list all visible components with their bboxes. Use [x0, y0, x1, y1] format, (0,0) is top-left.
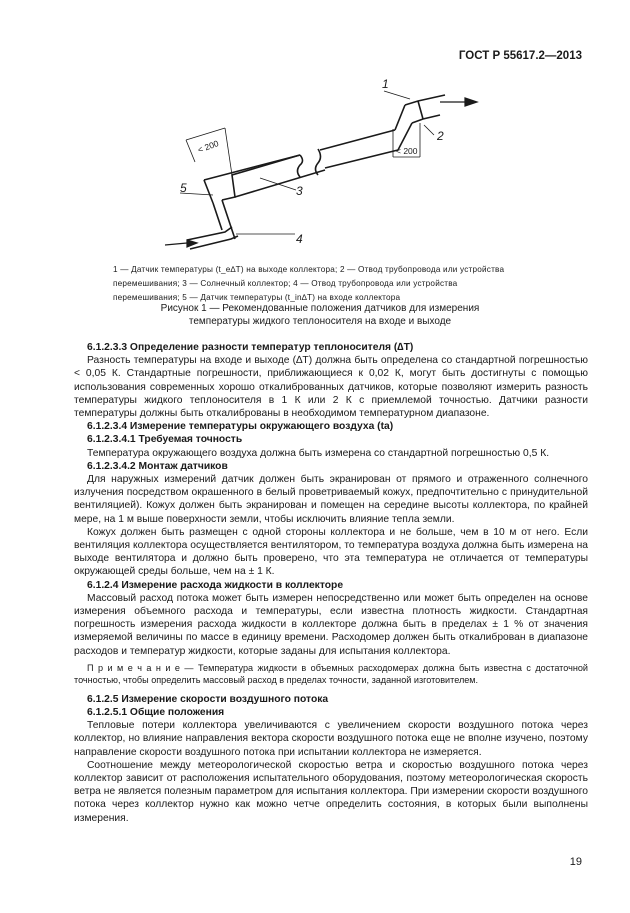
document-id: ГОСТ Р 55617.2—2013: [458, 50, 582, 62]
figure-caption: Рисунок 1 — Рекомендованные положения датчиков для измерения температуры жидкого теплоносителя на входе и выходе: [160, 303, 480, 327]
section-heading: 6.1.2.3.3 Определение разности температур теплоносителя (∆T): [87, 342, 414, 353]
callout-leaders: [180, 91, 434, 234]
paragraph: Соотношение между метеорологической скоростью ветра и скоростью воздушного потока через коллектор зависит от расположения испытательного оборудования, поэтому метеорологическая скорость ветра не является полезным параметром для испытания коллектора. При измерении скорости воздушного потока через коллектор нужно как можно четче определить состояния, в которых были выполнены измерения.: [74, 759, 588, 824]
callout-3: 3: [296, 184, 303, 198]
paragraph: Массовый расход потока может быть измерен непосредственно или может быть определен на основе измерения объемного расхода и температуры, если известна плотность жидкости. Стандартная погрешность измерения расхода жидкости в коллекторе должна быть в пределах ± 1 % от значения измеряемой величины по массе в единицу времени. Расходомер должен быть откалиброван в диапазоне расходов и температур жидкости, которые заданы для испытания коллектора.: [74, 592, 588, 657]
page-number: 19: [569, 856, 582, 868]
callout-1: 1: [382, 77, 389, 91]
flow-arrows: [165, 98, 477, 247]
figure-legend: 1 — Датчик температуры (t_e∆T) на выходе коллектора; 2 — Отвод трубопровода или устройства перемешивания; 3 — Солнечный коллектор; 4 — Отвод трубопровода или устройства перемешивания; 5 — Датчик температуры (t_in∆T) на входе коллектора: [113, 265, 505, 302]
section-heading: 6.1.2.3.4 Измерение температуры окружающего воздуха (tа): [87, 421, 394, 433]
section-heading: 6.1.2.4 Измерение расхода жидкости в коллекторе: [87, 579, 344, 591]
section-heading: 6.1.2.5 Измерение скорости воздушного потока: [87, 693, 329, 705]
callout-5: 5: [180, 181, 187, 195]
paragraph: Тепловые потери коллектора увеличиваются с увеличением скорости воздушного потока через коллектор, но влияние направления вектора скорости воздушного потока еще не вполне изучено, поэтому направление скорости воздушного потока при испытании коллектора не измеряется.: [74, 720, 588, 758]
section-heading: 6.1.2.3.4.2 Монтаж датчиков: [87, 460, 228, 472]
note-label: П р и м е ч а н и е: [87, 662, 180, 673]
section-heading: 6.1.2.3.4.1 Требуемая точность: [87, 434, 243, 446]
paragraph: Кожух должен быть размещен с одной стороны коллектора и не больше, чем в 10 м от него. Если вентиляция коллектора осуществляется вентилятором, то температура воздуха должна быть измерена на выходе вентилятора и должно быть проверено, что эта температура не отличается от температуры окружающей среды больше, чем на ± 1 К.: [74, 526, 588, 578]
outlet-arrow-icon: [465, 98, 477, 106]
dimension-label: < 200: [396, 146, 418, 156]
note-text: — Температура жидкости в объемных расходомерах должна быть известна с достаточной точностью, чтобы определить массовый расход в пределах точности, заданной изготовителем.: [74, 662, 588, 686]
inlet-arrow-icon: [187, 240, 197, 247]
note: [74, 662, 588, 687]
section-heading: 6.1.2.5.1 Общие положения: [87, 706, 225, 718]
pipe-and-collector-outline: [187, 95, 445, 249]
paragraph: Температура окружающего воздуха должна быть измерена со стандартной погрешностью 0,5 К.: [87, 447, 550, 459]
callout-2: 2: [437, 129, 444, 143]
dimension-lines: [186, 123, 420, 175]
callout-4: 4: [296, 232, 303, 246]
paragraph: Разность температуры на входе и выходе (∆T) должна быть определена со стандартной погрешностью < 0,05 К. Стандартные погрешности, приближающиеся к 0,02 К, могут быть достигнуты с помощью использования современных хорошо откалиброванных датчиков, которые позволяют измерить разность температуры жидкого теплоносителя в 1 К или 2 К с приемлемой точностью. Датчики разности температуры должны быть откалиброваны в необходимом температурном диапазоне.: [74, 355, 588, 420]
dimension-label: < 200: [196, 138, 220, 155]
sensor-position-diagram: [0, 75, 630, 265]
paragraph: Для наружных измерений датчик должен быть экранирован от прямого и отраженного солнечного излучения посредством окрашенного в белый проветриваемый кожух, предпочтительно с принудительной вентиляцией). Кожух должен быть экранирован и помещен на середине высоты коллектора, по крайней мере, на 1 м выше поверхности земли, чтобы исключить влияние тепла земли.: [74, 474, 588, 525]
document-body: [74, 341, 588, 825]
